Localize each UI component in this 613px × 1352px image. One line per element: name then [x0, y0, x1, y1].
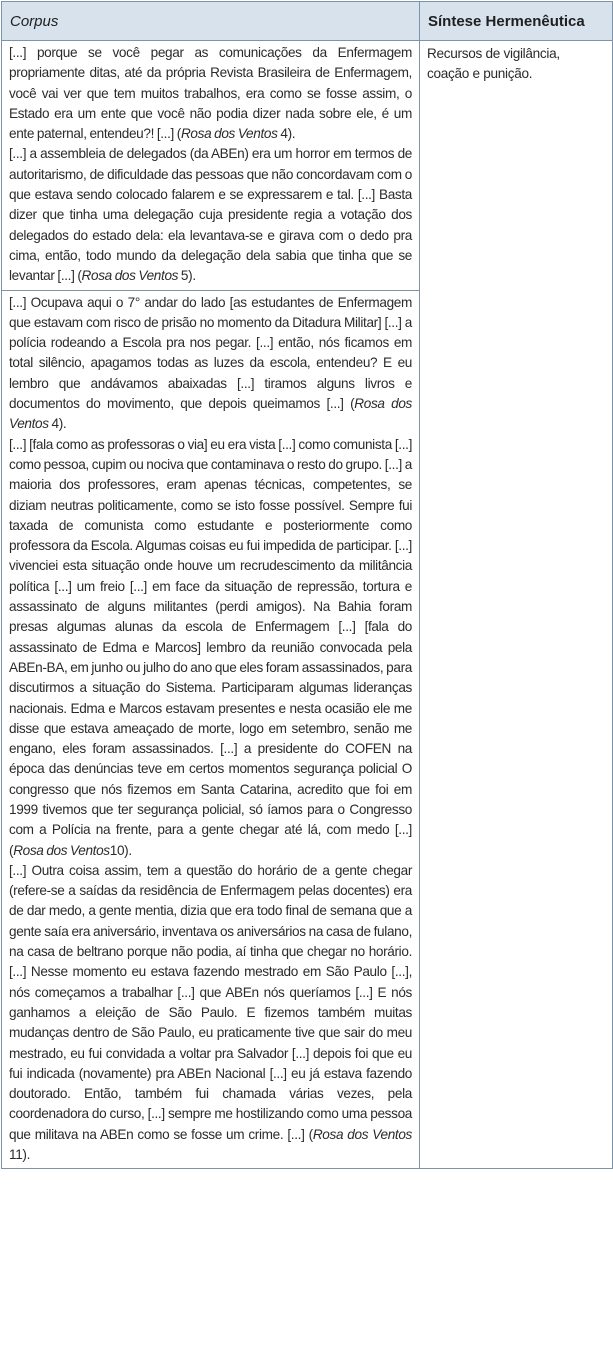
quote-tail: 4). [48, 416, 67, 432]
quote-source: Rosa dos Ventos [9, 396, 412, 432]
table-row [2, 41, 613, 291]
quote-tail: 11). [9, 1147, 31, 1163]
corpus-table-container [1, 1, 612, 1350]
corpus-cell [2, 290, 420, 1169]
quote-source: Rosa dos Ventos [312, 1126, 412, 1142]
quote-tail: 4). [277, 126, 296, 142]
quote-text: [...] porque se você pegar as comunicações da Enfermagem propriamente ditas, até da própria Revista Brasileira de Enfermagem, você vai ver que tem muitos trabalhos, era como se fosse assim, o Estado era um ente que você não podia dizer nada sobre ele, é um ente paternal, entendeu?! [...] ( [9, 45, 412, 142]
quote-source: Rosa dos Ventos [180, 126, 278, 142]
corpus-table [1, 1, 613, 1169]
quote-source: Rosa dos Ventos [81, 268, 179, 284]
quote-tail: 10). [109, 842, 132, 858]
quote-source: Rosa dos Ventos [13, 842, 110, 858]
quote-text: [...] [fala como as professoras o via] eu era vista [...] como comunista [...] como pessoa, cupim ou nociva que contaminava o resto do grupo. [...] a maioria dos professores, eram apenas técnicas, competentes, se diziam neutras politicamente, como se isto fosse possível. Sempre fui taxada de comunista como estudante e posteriormente como professora da Escola. Algumas coisas eu fui impedida de participar. [...] vivenciei esta situação onde houve um recrudescimento da militância política [...] um freio [...] em face da situação de repressão, tortura e assassinato de alguns militantes (perdi amigos). Na Bahia foram presas algumas alunas da escola de Enfermagem [...] [fala do assassinato de Edma e Marcos] lembro da reunião convocada pela ABEn-BA, em junho ou julho do ano que eles foram assassinados, para discutirmos a situação do Sistema. Participaram algumas lideranças nacionais. Edma e Marcos estavam presentes e nesta ocasião ele me disse que estava ameaçado de morte, logo em setembro, senão me engano, eles foram assassinados. [...] a presidente do COFEN na época das denúncias teve em certos momentos segurança policial O congresso que nós fizemos em Santa Catarina, acredito que foi em 1999 tivemos que ter segurança policial, só íamos para o Congresso com a Polícia na frente, para a gente chegar até lá, com medo [...] ( [9, 436, 412, 858]
header-sintese-hermeneutica: Síntese Hermenêutica [420, 2, 613, 41]
corpus-quote [9, 435, 412, 861]
corpus-quote [9, 43, 412, 144]
corpus-cell [2, 41, 420, 291]
sintese-cell [420, 41, 613, 1169]
quote-text: [...] a assembleia de delegados (da ABEn) era um horror em termos de autoritarismo, de dificuldade das pessoas que não concordavam com o que estava sendo colocado falarem e se expressarem e tal. [...] Basta dizer que tinha uma delegação cuja presidente regia a votação dos delegados do estado dela: ela levantava-se e girava com o dedo pra cima, então, todo mundo da delegação dela sabia que tinha que se levantar [...] ( [9, 146, 412, 284]
corpus-quote [9, 144, 412, 286]
quote-text: [...] Ocupava aqui o 7° andar do lado [as estudantes de Enfermagem que estavam com risco de prisão no momento da Ditadura Militar] [...] a polícia rodeando a Escola pra nos pegar. [...] então, nós ficamos em total silêncio, apagamos todas as luzes da escola, entendeu? E eu lembro que andávamos abaixadas [...] tiramos alguns livros e documentos do movimento, que depois queimamos [...] ( [9, 294, 412, 412]
corpus-quote [9, 293, 412, 435]
quote-text: [...] Outra coisa assim, tem a questão do horário de a gente chegar (refere-se a saídas da residência de Enfermagem pelas docentes) era de dar medo, a gente mentia, dizia que era todo final de semana que a gente saía era aniversário, inventava os aniversários na casa de fulano, na casa de beltrano porque não podia, aí tinha que chegar no horário. [...] Nesse momento eu estava fazendo mestrado em São Paulo [...], nós começamos a trabalhar [...] que ABEn nós queríamos [...] E nós ganhamos a eleição de São Paulo. E fizemos também muitas mudanças dentro de São Paulo, eu praticamente tive que sair do meu mestrado, eu fui convidada a voltar pra Salvador [...] depois foi que eu fui indicada (novamente) pra ABEn Nacional [...] eu já estava fazendo doutorado. Então, também fui chamada várias vezes, pela coordenadora do curso, [...] sempre me hostilizando como uma pessoa que militava na ABEn como se fosse um crime. [...] ( [9, 862, 412, 1142]
quote-tail: 5). [178, 268, 196, 284]
sintese-text: Recursos de vigilância, coação e punição. [427, 46, 560, 82]
header-corpus: Corpus [2, 2, 420, 41]
header-row [2, 2, 613, 41]
corpus-quote [9, 861, 412, 1165]
